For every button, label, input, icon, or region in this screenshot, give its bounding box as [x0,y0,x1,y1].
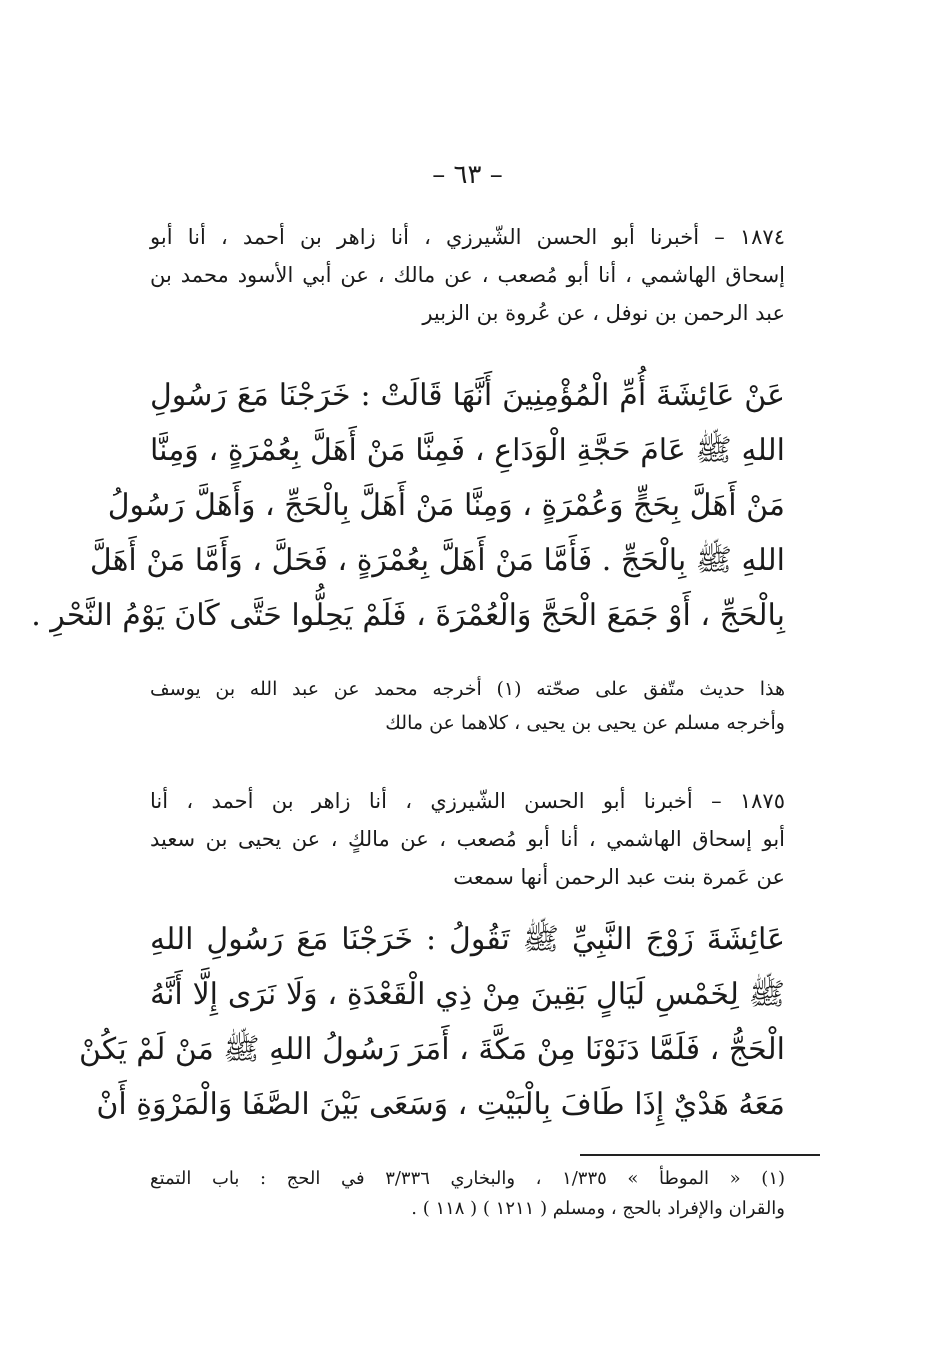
text-line: مَعَهُ هَدْيٌ إِذَا طَافَ بِالْبَيْتِ ، وَسَعَى بَيْنَ الصَّفَا وَالْمَرْوَةِ أَنْ [96,1087,785,1122]
text-line: عبد الرحمن بن نوفل ، عن عُروة بن الزبير [422,301,785,325]
isnad-1874 [150,218,785,332]
text-line: ﷺ لِخَمْسِ لَيَالٍ بَقِينَ مِنْ ذِي الْقَعْدَةِ ، وَلَا نَرَى إِلَّا أَنَّهُ [150,977,785,1012]
text-line: مَنْ أَهَلَّ بِحَجٍّ وَعُمْرَةٍ ، وَمِنَّا مَنْ أَهَلَّ بِالْحَجِّ ، وَأَهَلَّ رَسُولُ [107,488,785,523]
text-line: عَائِشَةَ زَوْجَ النَّبِيِّ ﷺ تَقُولُ : خَرَجْنَا مَعَ رَسُولِ اللهِ [150,922,785,957]
text-line: وأخرجه مسلم عن يحيى بن يحيى ، كلاهما عن مالك [385,712,785,734]
text-line: (١) « الموطأ » ١/٣٣٥ ، والبخاري ٣/٣٣٦ في الحج : باب التمتع [150,1168,786,1189]
text-line: بِالْحَجِّ ، أَوْ جَمَعَ الْحَجَّ وَالْعُمْرَةَ ، فَلَمْ يَحِلُّوا حَتَّى كَانَ يَوْمُ النَّحْرِ . [31,598,785,633]
text-line: عَنْ عَائِشَةَ أُمِّ الْمُؤْمِنِينَ أَنَّهَا قَالَتْ : خَرَجْنَا مَعَ رَسُولِ [150,378,785,413]
footnote-divider [580,1154,820,1156]
text-line: عن عَمرة بنت عبد الرحمن أنها سمعت [453,865,785,889]
text-line: الْحَجُّ ، فَلَمَّا دَنَوْنَا مِنْ مَكَّةَ ، أَمَرَ رَسُولُ اللهِ ﷺ مَنْ لَمْ يَكُنْ [79,1032,785,1067]
footnote [150,1164,785,1224]
text-line: والقران والإفراد بالحج ، ومسلم ( ١٢١١ ) ( ١١٨ ) . [411,1198,785,1219]
takhrij-note-1874 [150,672,785,740]
hadith-1874 [31,368,785,643]
text-line: أبو إسحاق الهاشمي ، أنا أبو مُصعب ، عن مالكٍ ، عن يحيى بن سعيد [150,827,785,851]
text-line: اللهِ ﷺ بِالْحَجِّ . فَأَمَّا مَنْ أَهَلَّ بِعُمْرَةٍ ، فَحَلَّ ، وَأَمَّا مَنْ أَهَلَّ [89,543,785,578]
text-line: إسحاق الهاشمي ، أنا أبو مُصعب ، عن مالك ، عن أبي الأسود محمد بن [150,263,785,287]
text-line: هذا حديث متّفق على صحّته (١) أخرجه محمد عن عبد الله بن يوسف [150,678,786,700]
text-line: ١٨٧٥ – أخبرنا أبو الحسن الشّيرزي ، أنا زاهر بن أحمد ، أنا [150,789,785,813]
text-line: اللهِ ﷺ عَامَ حَجَّةِ الْوَدَاعِ ، فَمِنَّا مَنْ أَهَلَّ بِعُمْرَةٍ ، وَمِنَّا [150,433,785,468]
text-line: ١٨٧٤ – أخبرنا أبو الحسن الشّيرزي ، أنا زاهر بن أحمد ، أنا أبو [150,225,785,249]
isnad-1875 [150,782,785,896]
hadith-1875 [79,912,785,1132]
page-number: – ٦٣ – [432,160,503,190]
